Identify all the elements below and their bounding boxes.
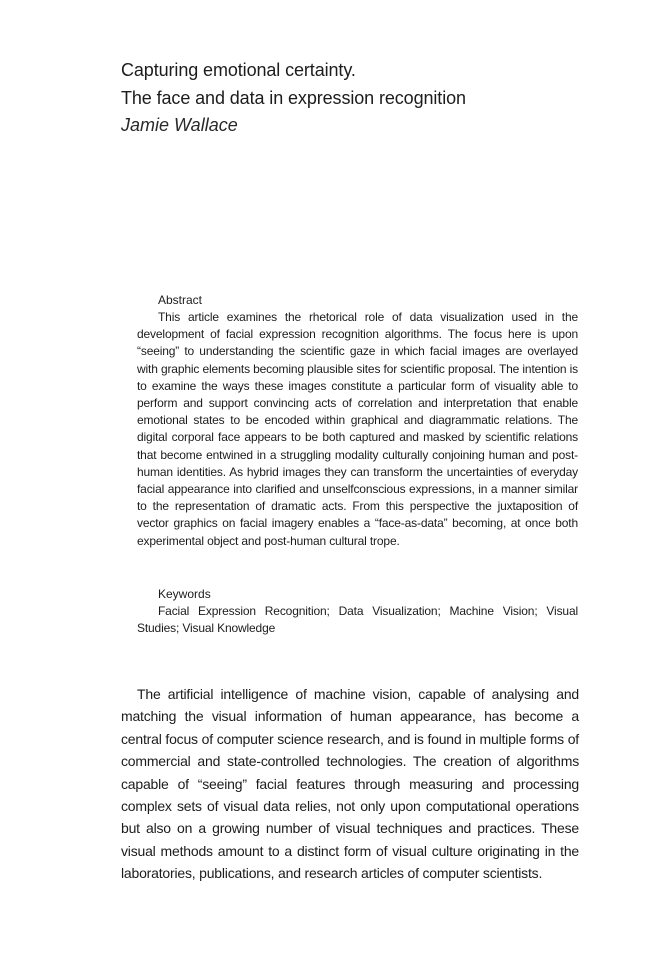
abstract-text: This article examines the rhetorical role of data visualization used in the development of facial expression recognition algorithms. The focus here is upon “seeing” to understanding the scientific gaze in which facial images are overlayed with graphic elements becoming plausible sites for scientific proposal. The intention is to examine the ways these images constitute a particular form of visuality able to perform and support convincing acts of correlation and interpretation that enable emotional states to be encoded within graphical and diagrammatic relations. The digital corporal face appears to be both captured and masked by scientific relations that become entwined in a struggling modality culturally conjoining human and post-human identities. As hybrid images they can transform the uncertainties of everyday facial appearance into clarified and unselfconscious expressions, in a manner similar to the representation of dramatic acts. From this perspective the juxtaposition of vector graphics on facial imagery enables a “face-as-data” becoming, at once both experimental object and post-human cultural trope. [137,310,578,548]
keywords-text: Facial Expression Recognition; Data Visualization; Machine Vision; Visual Studies; Visual Knowledge [137,604,578,636]
keywords-heading: Keywords [158,587,211,601]
article-title-line-2: The face and data in expression recognition [121,88,466,108]
abstract-section [137,292,578,550]
abstract-heading: Abstract [158,293,203,307]
title-block [121,56,581,138]
body-section [121,683,579,885]
keywords-section [137,586,578,637]
article-title-line-1: Capturing emotional certainty. [121,60,356,80]
author-name: Jamie Wallace [121,115,238,135]
body-paragraph: The artificial intelligence of machine vision, capable of analysing and matching the visual information of human appearance, has become a central focus of computer science research, and is found in multiple forms of commercial and state-controlled technologies. The creation of algorithms capable of “seeing” facial features through measuring and processing complex sets of visual data relies, not only upon computational operations but also on a growing number of visual techniques and practices. These visual methods amount to a distinct form of visual culture originating in the laboratories, publications, and research articles of computer scientists. [121,686,579,882]
